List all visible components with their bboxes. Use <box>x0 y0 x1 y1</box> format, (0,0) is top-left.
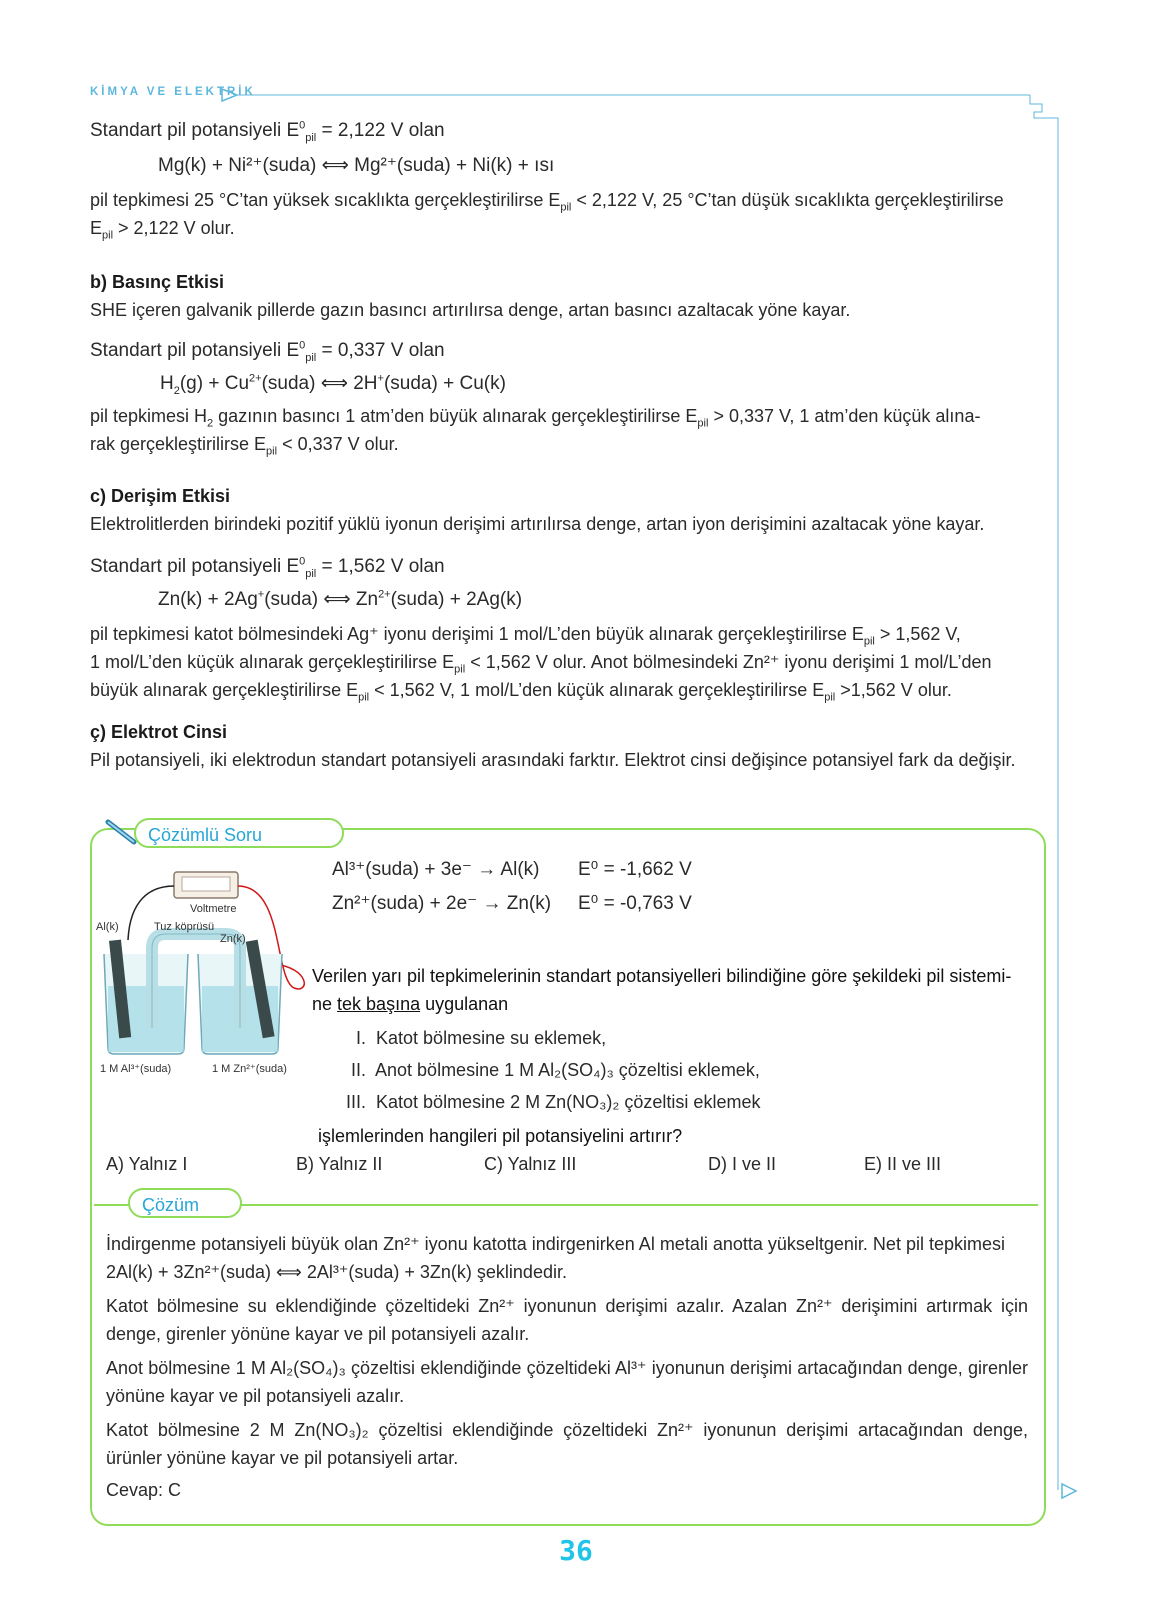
left-solution-label: 1 M Al³⁺(suda) <box>100 1063 172 1075</box>
answer-line: Cevap: C <box>106 1480 182 1500</box>
electrode-heading: ç) Elektrot Cinsi <box>90 722 228 742</box>
concentration-explanation: pil tepkimesi katot bölmesindeki Ag⁺ iyonu derişimi 1 mol/L’den büyük alınarak gerçekleştirilirse $E_{pil} > 1,562$ V, 1 mol/L’den küçük alınarak gerçekleştirilirse $E_{pil} < 1,562$ V olur. Anot bölmesindeki Zn²⁺ iyonu derişimi 1 mol/L’den büyük alınarak gerçekleştirilirse $E_{pil} < 1,562$ V, 1 mol/L’den küçük alınarak gerçekleştirilirse $E_{pil} >1,562$ V olur. <box>90 624 992 704</box>
half-reaction-zn: Zn²⁺(suda) + 2e⁻ → Zn(k) <box>332 893 552 914</box>
al-electrode-label: Al(k) <box>96 921 119 933</box>
zn-electrode-label: Zn(k) <box>220 933 246 945</box>
concentration-description: Elektrolitlerden birindeki pozitif yüklü iyonun derişimi artırılırsa denge, artan iyon derişimini azaltacak yöne kayar. <box>90 514 985 534</box>
electrode-description: Pil potansiyeli, iki elektrodun standart potansiyeli arasındaki farktır. Elektrot cinsi değişince potansiyel fark da değişir. <box>90 750 1016 770</box>
galvanic-cell-figure <box>94 868 324 1078</box>
half-reaction-al: Al³⁺(suda) + 3e⁻ → Al(k) <box>332 859 540 880</box>
option-e[interactable]: E) II ve III <box>864 1154 942 1174</box>
option-d[interactable]: D) I ve II <box>708 1154 777 1174</box>
salt-bridge-label: Tuz köprüsü <box>154 921 215 933</box>
option-c[interactable]: C) Yalnız III <box>484 1154 577 1174</box>
right-solution-label: 1 M Zn²⁺(suda) <box>212 1063 287 1075</box>
pressure-reaction: $H_2(g)$ + $Cu^{2+}(suda)$ ⟺ 2H+(suda) + Cu(k) <box>160 372 506 397</box>
statement-1: I. Katot bölmesine su eklemek, <box>355 1028 607 1048</box>
question-stem: Verilen yarı pil tepkimelerinin standart potansiyelleri bilindiğine göre şekildeki pil sistemi- ne tek başına uygulanan <box>312 966 1012 1014</box>
temp-reaction: Mg(k) + Ni²⁺(suda) ⟺ Mg²⁺(suda) + Ni(k) + ısı <box>158 155 555 176</box>
option-b[interactable]: B) Yalnız II <box>296 1154 383 1174</box>
solution-tag: Çözüm <box>128 1188 242 1218</box>
concentration-reaction: Zn(k) + 2Ag+(suda) ⟺ $Zn^{2+}(suda) + 2Ag(k)$ <box>158 588 523 610</box>
option-a[interactable]: A) Yalnız I <box>106 1154 188 1174</box>
voltmeter-label: Voltmetre <box>190 903 237 915</box>
temp-explanation: pil tepkimesi 25 °C’tan yüksek sıcaklıkta gerçekleştirilirse $E_{pil} < 2,122$ V, 25 °C’tan düşük sıcaklıkta gerçekleştirilirse $E_{pil} > 2,122$ V olur. <box>90 190 1004 242</box>
half-reaction-al-potential: E⁰ = -1,662 V <box>578 859 692 880</box>
arrow-right-icon <box>1062 1484 1076 1498</box>
pressure-description: SHE içeren galvanik pillerde gazın basıncı artırılırsa denge, artan basıncı azaltacak yöne kayar. <box>90 300 851 320</box>
pressure-explanation: pil tepkimesi $H_2$ gazının basıncı 1 atm’den büyük alınarak gerçekleştirilirse $E_{pil} > 0,337$ V, 1 atm’den küçük alına- rak gerçekleştirilirse $E_{pil} < 0,337$ V olur. <box>90 406 981 458</box>
statement-2: II. Anot bölmesine 1 M Al₂(SO₄)₃ çözeltisi eklemek, <box>350 1060 760 1080</box>
question-closing: işlemlerinden hangileri pil potansiyelini artırır? <box>318 1126 683 1146</box>
arrow-right-icon <box>222 89 237 101</box>
concentration-heading: c) Derişim Etkisi <box>90 486 231 506</box>
solution-paragraph-4: Katot bölmesine 2 M Zn(NO₃)₂ çözeltisi eklendiğinde çözeltideki Zn²⁺ iyonunun derişimi artacağından denge, ürünler yönüne kayar ve pil potansiyeli artar. <box>106 1420 1028 1468</box>
page-number: 36 <box>559 1534 593 1567</box>
pressure-intro: Standart pil potansiyeli $E^0_{pil} = 0,337$ V olan <box>90 339 445 364</box>
solution-paragraph-1: İndirgenme potansiyeli büyük olan Zn²⁺ iyonu katotta indirgenirken Al metali anotta yükseltgenir. Net pil tepkimesi 2Al(k) + 3Zn²⁺(suda) ⟺ 2Al³⁺(suda) + 3Zn(k) şeklindedir. <box>106 1234 1005 1282</box>
chapter-title: KİMYA VE ELEKTRİK <box>90 86 256 98</box>
statement-3: III. Katot bölmesine 2 M Zn(NO₃)₂ çözeltisi eklemek <box>345 1092 761 1112</box>
pressure-heading: b) Basınç Etkisi <box>90 272 225 292</box>
half-reaction-zn-potential: E⁰ = -0,763 V <box>578 893 692 914</box>
solution-paragraph-3: Anot bölmesine 1 M Al₂(SO₄)₃ çözeltisi eklendiğinde çözeltideki Al³⁺ iyonunun derişimi artacağından denge, girenler yönüne kayar ve pil potansiyeli azalır. <box>106 1358 1028 1406</box>
temp-intro: Standart pil potansiyeli $E^0_{pil} = 2,122$ V olan <box>90 119 445 144</box>
solution-paragraph-2: Katot bölmesine su eklendiğinde çözeltideki Zn²⁺ iyonunun derişimi azalır. Azalan Zn²⁺ derişimini artırmak için denge, girenler yönüne kayar ve pil potansiyeli azalır. <box>106 1296 1028 1344</box>
solved-question-tag: Çözümlü Soru <box>134 818 344 848</box>
concentration-intro: Standart pil potansiyeli $E^0_{pil} = 1,562$ V olan <box>90 555 445 580</box>
